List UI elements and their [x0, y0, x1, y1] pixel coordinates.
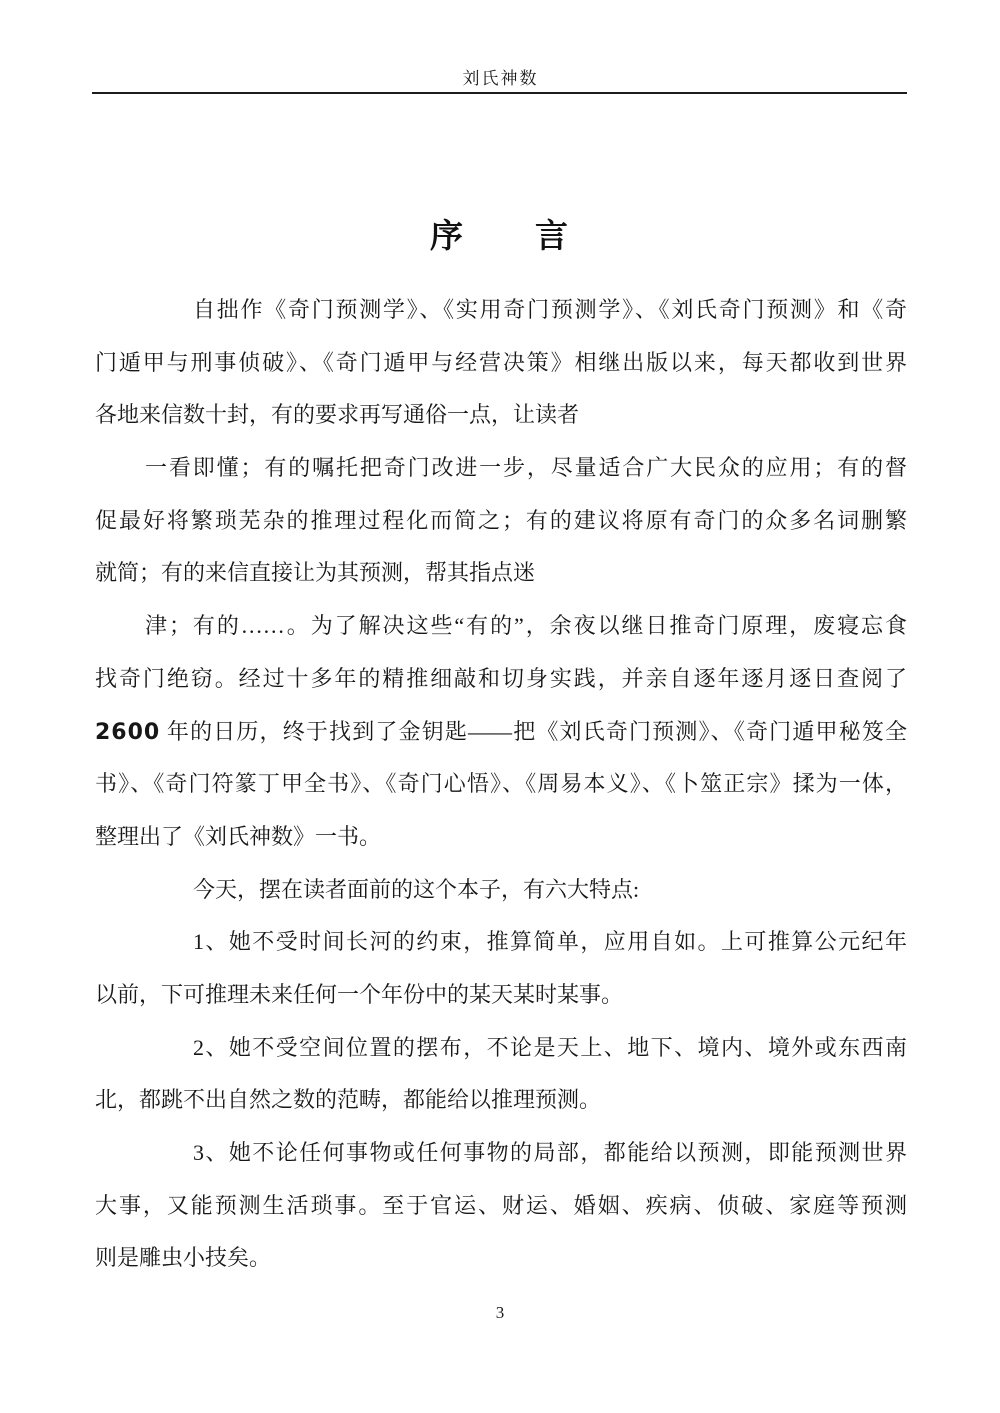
text-line: 书》、《奇门符篆丁甲全书》、《奇门心悟》、《周易本义》、《卜筮正宗》揉为一体， — [95, 771, 907, 797]
running-header: 刘氏神数 — [462, 69, 539, 88]
text-line: 1、她不受时间长河的约束，推算简单，应用自如。上可推算公元纪年 — [193, 929, 907, 955]
year-count-number: 2600 — [95, 719, 161, 745]
text-line: 就简；有的来信直接让为其预测，帮其指点迷 — [95, 560, 536, 586]
text-line: 促最好将繁琐芜杂的推理过程化而简之；有的建议将原有奇门的众多名词删繁 — [95, 507, 907, 533]
text-line: 大事，又能预测生活琐事。至于官运、财运、婚姻、疾病、侦破、家庭等预测 — [95, 1192, 907, 1218]
page-title: 序 言 — [430, 219, 570, 255]
text-line: 今天，摆在读者面前的这个本子，有六大特点: — [193, 876, 640, 902]
text-line: 津；有的……。为了解决这些“有的”，余夜以继日推奇门原理，废寝忘食 — [145, 613, 907, 639]
text-line: 找奇门绝窃。经过十多年的精推细敲和切身实践，并亲自逐年逐月逐日查阅了 — [95, 665, 907, 691]
text-line: 以前，下可推理未来任何一个年份中的某天某时某事。 — [95, 981, 624, 1007]
text-line: 3、她不论任何事物或任何事物的局部，都能给以预测，即能预测世界 — [193, 1140, 907, 1165]
text-line-continuation: 年的日历，终于找到了金钥匙——把《刘氏奇门预测》、《奇门遁甲秘笈全 — [160, 718, 907, 744]
text-line: 门遁甲与刑事侦破》、《奇门遁甲与经营决策》相继出版以来，每天都收到世界 — [95, 349, 907, 375]
body-text — [95, 284, 907, 1285]
text-line: 自拙作《奇门预测学》、《实用奇门预测学》、《刘氏奇门预测》和《奇 — [193, 297, 907, 322]
text-line: 整理出了《刘氏神数》一书。 — [95, 823, 382, 849]
header-divider — [92, 92, 907, 94]
text-line: 2、她不受空间位置的摆布，不论是天上、地下、境内、境外或东西南 — [193, 1034, 907, 1060]
page-number: 3 — [495, 1303, 505, 1322]
text-line — [95, 706, 907, 759]
text-line: 则是雕虫小技矣。 — [95, 1245, 272, 1271]
text-line: 各地来信数十封，有的要求再写通俗一点，让读者 — [95, 402, 580, 428]
text-line: 北，都跳不出自然之数的范畴，都能给以推理预测。 — [95, 1087, 602, 1113]
text-line: 一看即懂；有的嘱托把奇门改进一步，尽量适合广大民众的应用；有的督 — [145, 455, 907, 481]
